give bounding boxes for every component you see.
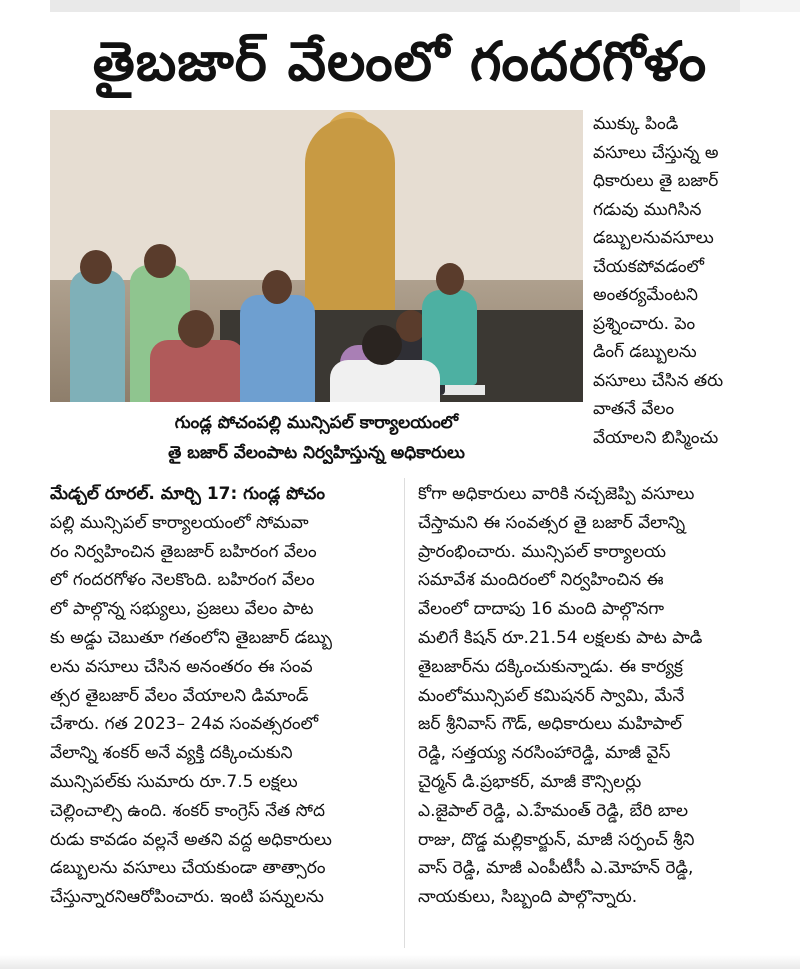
text-line: చెల్లించాల్సి ఉంది. శంకర్ కాంగ్రెస్ నేత సోద	[50, 800, 325, 821]
text-line: డబ్బులను వసూలు చేయకుండా తాత్సారం	[50, 858, 326, 879]
text-line: రుడు కావడం వల్లనే అతని వద్ద అధికారులు	[50, 829, 332, 850]
text-line: కు అడ్డు చెబుతూ గతంలోని తైబజార్ డబ్బు	[50, 627, 333, 648]
bottom-strip	[0, 955, 800, 969]
text-line: ప్రారంభించారు. మున్సిపల్ కార్యాలయ	[418, 541, 667, 562]
top-strip-edge	[740, 0, 800, 12]
text-line: లో గందరగోళం నెలకొంది. బహిరంగ వేలం	[50, 570, 315, 591]
top-strip	[50, 0, 750, 12]
text-line: డబ్బులనువసూలు	[593, 228, 714, 248]
text-line: డింగ్ డబ్బులను	[593, 342, 697, 362]
text-line: గడువు ముగిసిన	[593, 199, 702, 220]
text-line: కోగా అధికారులు వారికి నచ్చజెప్పి వసూలు	[418, 484, 695, 504]
text-line: తైబజార్‌ను దక్కించుకున్నాడు. ఈ కార్యక్ర	[418, 656, 683, 677]
text-line: చైర్మన్ డి.ప్రభాకర్, మాజీ కౌన్సిలర్లు	[418, 771, 642, 792]
text-line: ముక్కు పిండి	[593, 114, 679, 134]
side-column	[593, 110, 750, 452]
text-line: చేయకపోవడంలో	[593, 256, 704, 277]
text-line: చేస్తున్నారనిఆరోపించారు. ఇంటి పన్నులను	[50, 887, 324, 908]
caption-line: గుండ్ల పోచంపల్లి మున్సిపల్ కార్యాలయంలో	[174, 413, 459, 433]
text-line: వాస్ రెడ్డి, మాజీ ఎంపీటీసీ ఎ.మోహన్ రెడ్డి,	[418, 858, 694, 879]
dateline: మేడ్చల్ రూరల్. మార్చి 17: గుండ్ల పోచం	[50, 484, 325, 504]
text-line: వసూలు చేసిన తరు	[593, 370, 724, 391]
headline: తైబజార్ వేలంలో గందరగోళం	[92, 30, 708, 93]
text-line: లను వసూలు చేసిన అనంతరం ఈ సంవ	[50, 656, 313, 677]
text-line: చేశారు. గత 2023– 24వ సంవత్సరంలో	[50, 714, 319, 735]
text-line: చేస్తామని ఈ సంవత్సర తై బజార్ వేలాన్ని	[418, 512, 686, 533]
text-line: వాతనే వేలం	[593, 399, 675, 419]
column-divider	[404, 478, 405, 948]
news-photo	[50, 110, 583, 402]
text-line: పల్లి మున్సిపల్ కార్యాలయంలో సోమవా	[50, 512, 309, 533]
text-line: త్సర తైబజార్ వేలం వేయాలని డిమాండ్	[50, 685, 309, 706]
right-column	[418, 480, 750, 912]
text-line: మంలోమున్సిపల్ కమిషనర్ స్వామి, మేనే	[418, 685, 685, 706]
text-line: లో పాల్గొన్న సభ్యులు, ప్రజలు వేలం పాట	[50, 599, 314, 620]
text-line: ధికారులు తై బజార్	[593, 171, 719, 191]
text-line: ఎ.జైపాల్ రెడ్డి, ఎ.హేమంత్ రెడ్డి, బేరి బాల	[418, 800, 689, 821]
text-line: అంతర్యమేంటని	[593, 285, 698, 305]
text-line: ప్రశ్నించారు. పెం	[593, 313, 696, 334]
text-line: వేలాన్ని శంకర్ అనే వ్యక్తి దక్కించుకుని	[50, 743, 293, 764]
text-line: నాయకులు, సిబ్బంది పాల్గొన్నారు.	[418, 887, 638, 908]
text-line: రాజు, దొడ్డ మల్లికార్జున్, మాజీ సర్పంచ్ శ్రీని	[418, 829, 695, 850]
text-line: వసూలు చేస్తున్న అ	[593, 142, 719, 163]
text-line: వేలంలో దాదాపు 16 మంది పాల్గొనగా	[418, 599, 665, 620]
text-line: మున్సిపల్‌కు సుమారు రూ.7.5 లక్షలు	[50, 771, 298, 792]
text-line: వేయాలని బిస్మించు	[593, 427, 719, 448]
left-column	[50, 480, 395, 912]
photo-caption	[50, 402, 583, 476]
text-line: మలిగే కిషన్ రూ.21.54 లక్షలకు పాట పాడి	[418, 627, 703, 648]
text-line: జర్ శ్రీనివాస్ గౌడ్, అధికారులు మహిపాల్	[418, 714, 683, 735]
text-line: రెడ్డి, సత్తయ్య నరసింహారెడ్డి, మాజీ వైస్	[418, 743, 671, 764]
caption-line: తై బజార్ వేలంపాట నిర్వహిస్తున్న అధికారులు	[168, 443, 465, 463]
text-line: రం నిర్వహించిన తైబజార్ బహిరంగ వేలం	[50, 541, 317, 562]
text-line: సమావేశ మందిరంలో నిర్వహించిన ఈ	[418, 570, 664, 591]
